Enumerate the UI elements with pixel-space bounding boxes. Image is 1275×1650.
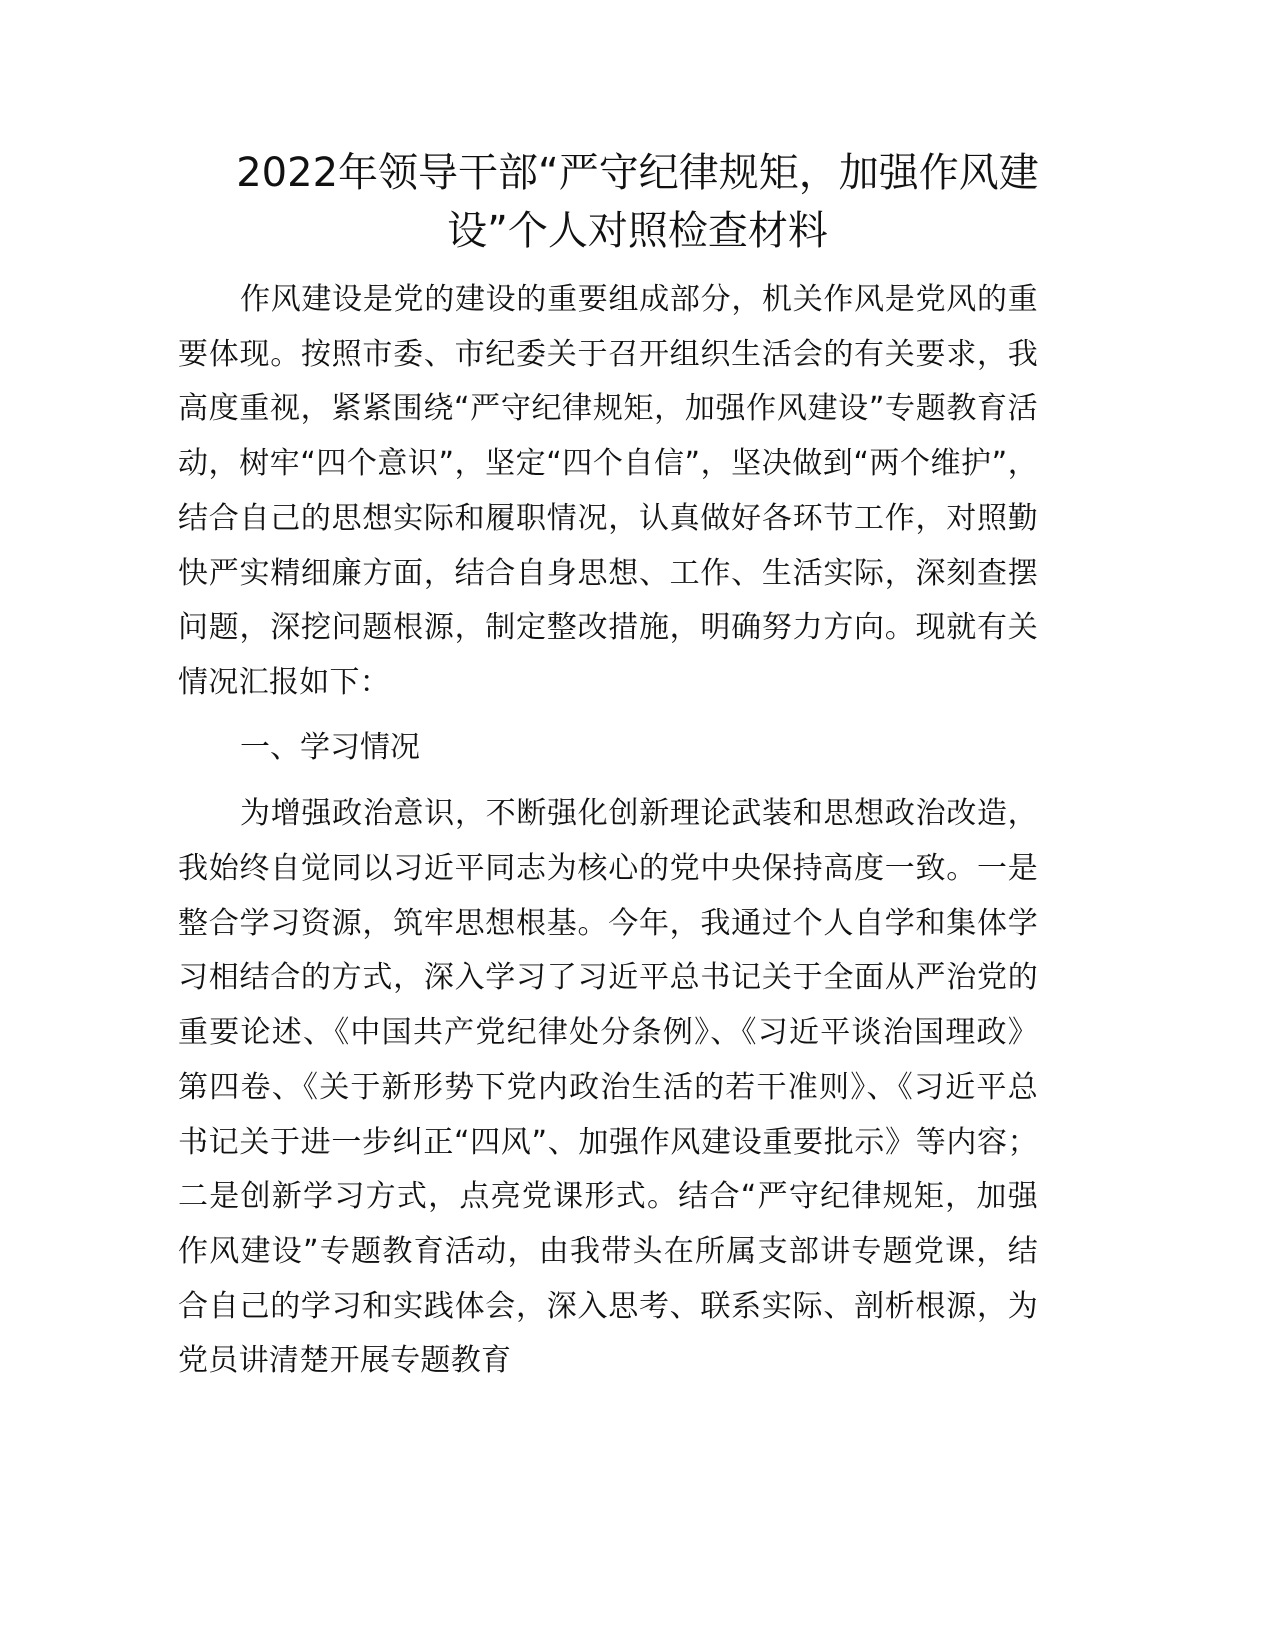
title-line-2: 设”个人对照检查材料 bbox=[447, 208, 828, 254]
document-title bbox=[160, 144, 1115, 260]
section-heading-study: 一、学习情况 bbox=[240, 729, 420, 765]
intro-paragraph: 作风建设是党的建设的重要组成部分，机关作风是党风的重要体现。按照市委、市纪委关于召开组织生活会的有关要求，我高度重视，紧紧围绕“严守纪律规矩，加强作风建设”专题教育活动，树牢“四个意识”，坚定“四个自信”，坚决做到“两个维护”，结合自己的思想实际和履职情况，认真做好各环节工作，对照勤快严实精细廉方面，结合自身思想、工作、生活实际，深刻查摆问题，深挖问题根源，制定整改措施，明确努力方向。现就有关情况汇报如下： bbox=[178, 282, 1038, 700]
title-line-1: 2022年领导干部“严守纪律规矩，加强作风建 bbox=[236, 150, 1039, 196]
document-body bbox=[178, 273, 1038, 1389]
study-paragraph: 为增强政治意识，不断强化创新理论武装和思想政治改造，我始终自觉同以习近平同志为核心的党中央保持高度一致。一是整合学习资源，筑牢思想根基。今年，我通过个人自学和集体学习相结合的方式，深入学习了习近平总书记关于全面从严治党的重要论述、《中国共产党纪律处分条例》、《习近平谈治国理政》第四卷、《关于新形势下党内政治生活的若干准则》、《习近平总书记关于进一步纠正“四风”、加强作风建设重要批示》等内容；二是创新学习方式，点亮党课形式。结合“严守纪律规矩，加强作风建设”专题教育活动，由我带头在所属支部讲专题党课，结合自己的学习和实践体会，深入思考、联系实际、剖析根源，为党员讲清楚开展专题教育 bbox=[178, 796, 1038, 1379]
